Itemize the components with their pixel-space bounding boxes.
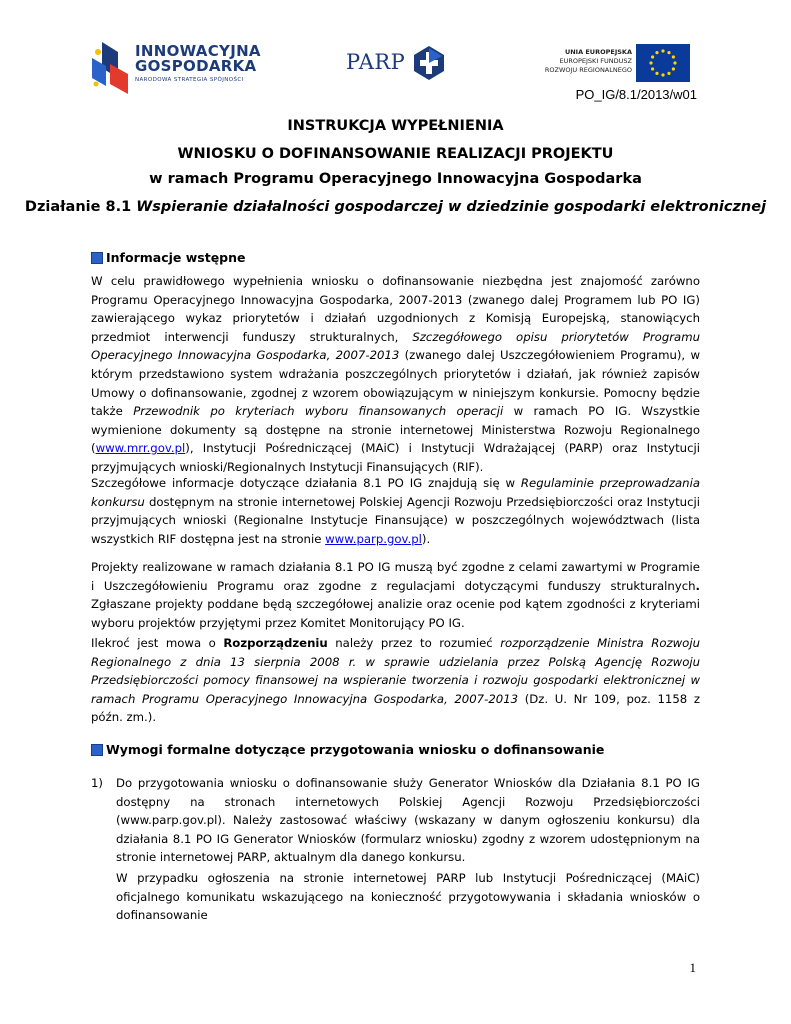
page-number: 1	[689, 960, 696, 975]
p4-text-a: Ilekroć jest mowa o	[91, 636, 224, 650]
parp-link[interactable]: www.parp.gov.pl	[325, 531, 422, 546]
paragraph-2	[91, 474, 700, 548]
title-line3: w ramach Programu Operacyjnego Innowacyjna Gospodarka	[149, 171, 642, 187]
eu-logo-text	[545, 48, 632, 75]
p3-text-a: Projekty realizowane w ramach działania 8.1 PO IG muszą być zgodne z celami zawartymi w Programie i Uszczegółowieniu Programu oraz zgodne z regulacjami dotyczącymi funduszy strukturalnych	[91, 560, 700, 593]
document-reference: PO_IG/8.1/2013/w01	[575, 87, 697, 102]
list-item-paragraph-2: W przypadku ogłoszenia na stronie internetowej PARP lub Instytucji Pośredniczącej (MAiC) oficjalnego komunikatu wskazującego na konieczność przygotowywania i składania wniosków o dofinansowanie	[116, 871, 700, 923]
eu-logo-line2: EUROPEJSKI FUNDUSZ	[559, 57, 632, 65]
ig-logo-line3: NARODOWA STRATEGIA SPÓJNOŚCI	[135, 77, 244, 83]
section-heading-wymogi	[91, 742, 604, 757]
list-item-text: Do przygotowania wniosku o dofinansowanie służy Generator Wniosków dla Działania 8.1 PO IG dostępny na stronach internetowych Polskiej Agencji Rozwoju Przedsiębiorczości (www.parp.gov.pl). Należy zastosować właściwy (wskazany w danym ogłoszeniu konkursu) dla działania 8.1 PO IG Generator Wniosków (formularz wniosku) zgodny z wzorem udostępnionym na stronie internetowej PARP, aktualnym dla danego konkursu.	[116, 776, 700, 865]
ig-logo-icon	[88, 34, 132, 98]
list-item-number: 1)	[91, 776, 103, 790]
title-line1: INSTRUKCJA WYPEŁNIENIA	[287, 118, 504, 134]
p3-text-c: Zgłaszane projekty poddane będą szczegółowej analizie oraz ocenie pod kątem zgodności z kryteriami wyboru projektów przyjętymi przez Komitet Monitorujący PO IG.	[91, 597, 700, 630]
parp-logo	[346, 46, 442, 80]
ig-logo-line2: GOSPODARKA	[135, 57, 257, 75]
title-line4-prefix: Działanie 8.1	[24, 199, 137, 215]
parp-logo-text: PARP	[346, 50, 406, 74]
parp-logo-icon	[414, 46, 444, 80]
p1-text-a: W celu prawidłowego wypełnienia wniosku o dofinansowanie niezbędna jest znajomość zarówno Programu Operacyjnego Innowacyjna Gospodarka, 2007-2013 (zwanego dalej Programem lub PO IG) zawierającego wykaz priorytetów i działań uzgodnionych z Komisją Europejską, stanowiących przedmiot interwencji funduszy strukturalnych,	[91, 274, 700, 344]
p2-text-d: ).	[421, 531, 431, 546]
bullet-square-icon	[91, 252, 103, 264]
p2-text-a: Szczegółowe informacje dotyczące działania 8.1 PO IG znajdują się w	[91, 476, 521, 490]
p1-text-f: ), Instytucji Pośredniczącej (MAiC) i Instytucji Wdrażającej (PARP) oraz Instytucji przyjmujących wnioski/Regionalnych Instytucji Finansujących (RIF).	[91, 441, 700, 474]
p1-italic-d: Przewodnik po kryteriach wyboru finansowanych operacji	[133, 404, 504, 419]
p4-text-c: należy przez to rozumieć	[327, 636, 501, 650]
paragraph-3	[91, 558, 700, 632]
p1-text-c: (zwanego dalej Uszczegółowieniem Programu), w którym przedstawiono system wdrażania poszczególnych priorytetów i działań, jak również zapisów Umowy o dofinansowanie, zgodnej z wzorem obowiązującym w niniejszym konkursie. Pomocny będzie także	[91, 348, 701, 419]
title-line2: WNIOSKU O DOFINANSOWANIE REALIZACJI PROJEKTU	[177, 146, 614, 162]
paragraph-1	[91, 272, 700, 477]
mrr-link[interactable]: www.mrr.gov.pl	[95, 441, 186, 456]
eu-logo-line3: ROZWOJU REGIONALNEGO	[544, 66, 632, 74]
section-heading-text: Informacje wstępne	[106, 250, 246, 265]
p3-bold-b: .	[695, 578, 700, 593]
p4-bold-b: Rozporządzeniu	[223, 636, 328, 650]
section-heading-text: Wymogi formalne dotyczące przygotowania wniosku o dofinansowanie	[106, 742, 605, 757]
title-line4-italic: Wspieranie działalności gospodarczej w dziedzinie gospodarki elektronicznej	[136, 199, 767, 215]
eu-flag-icon	[636, 44, 690, 82]
bullet-square-icon	[91, 744, 103, 756]
ig-logo-line1: INNOWACYJNA	[135, 42, 261, 60]
innowacyjna-gospodarka-logo	[88, 34, 261, 98]
ig-logo-text	[135, 44, 261, 83]
list-item	[91, 774, 700, 867]
p4-text-e: (Dz. U. Nr 109, poz. 1158 z późn. zm.).	[91, 691, 700, 725]
numbered-list	[91, 774, 700, 867]
title-line4	[0, 197, 791, 217]
eu-logo-line1: UNIA EUROPEJSKA	[564, 48, 632, 56]
paragraph-4	[91, 634, 700, 727]
p1-text-e: w ramach PO IG. Wszystkie wymienione dokumenty są dostępne na stronie internetowej Ministerstwa Rozwoju Regionalnego (	[91, 404, 700, 456]
p1-italic-b: Szczegółowego opisu priorytetów Programu Operacyjnego Innowacyjna Gospodarka, 2007-2013	[91, 329, 700, 363]
section-heading-informacje	[91, 250, 246, 265]
p4-italic-d: rozporządzenie Ministra Rozwoju Regionalnego z dnia 13 sierpnia 2008 r. w sprawie udzielania przez Polską Agencję Rozwoju Przedsiębiorczości pomocy finansowej na wspieranie tworzenia i rozwoju gospodarki elektronicznej w ramach Programu Operacyjnego Innowacyjna Gospodarka, 2007-2013	[91, 636, 700, 706]
p2-italic-b: Regulaminie przeprowadzania konkursu	[91, 476, 700, 509]
p2-text-c: dostępnym na stronie internetowej Polskiej Agencji Rozwoju Przedsiębiorczości oraz Instytucji przyjmujących wnioski (Regionalne Instytucje Finansujące) w poszczególnych województwach (lista wszystkich RIF dostępna jest na stronie	[91, 494, 700, 546]
eu-logo	[540, 44, 690, 84]
